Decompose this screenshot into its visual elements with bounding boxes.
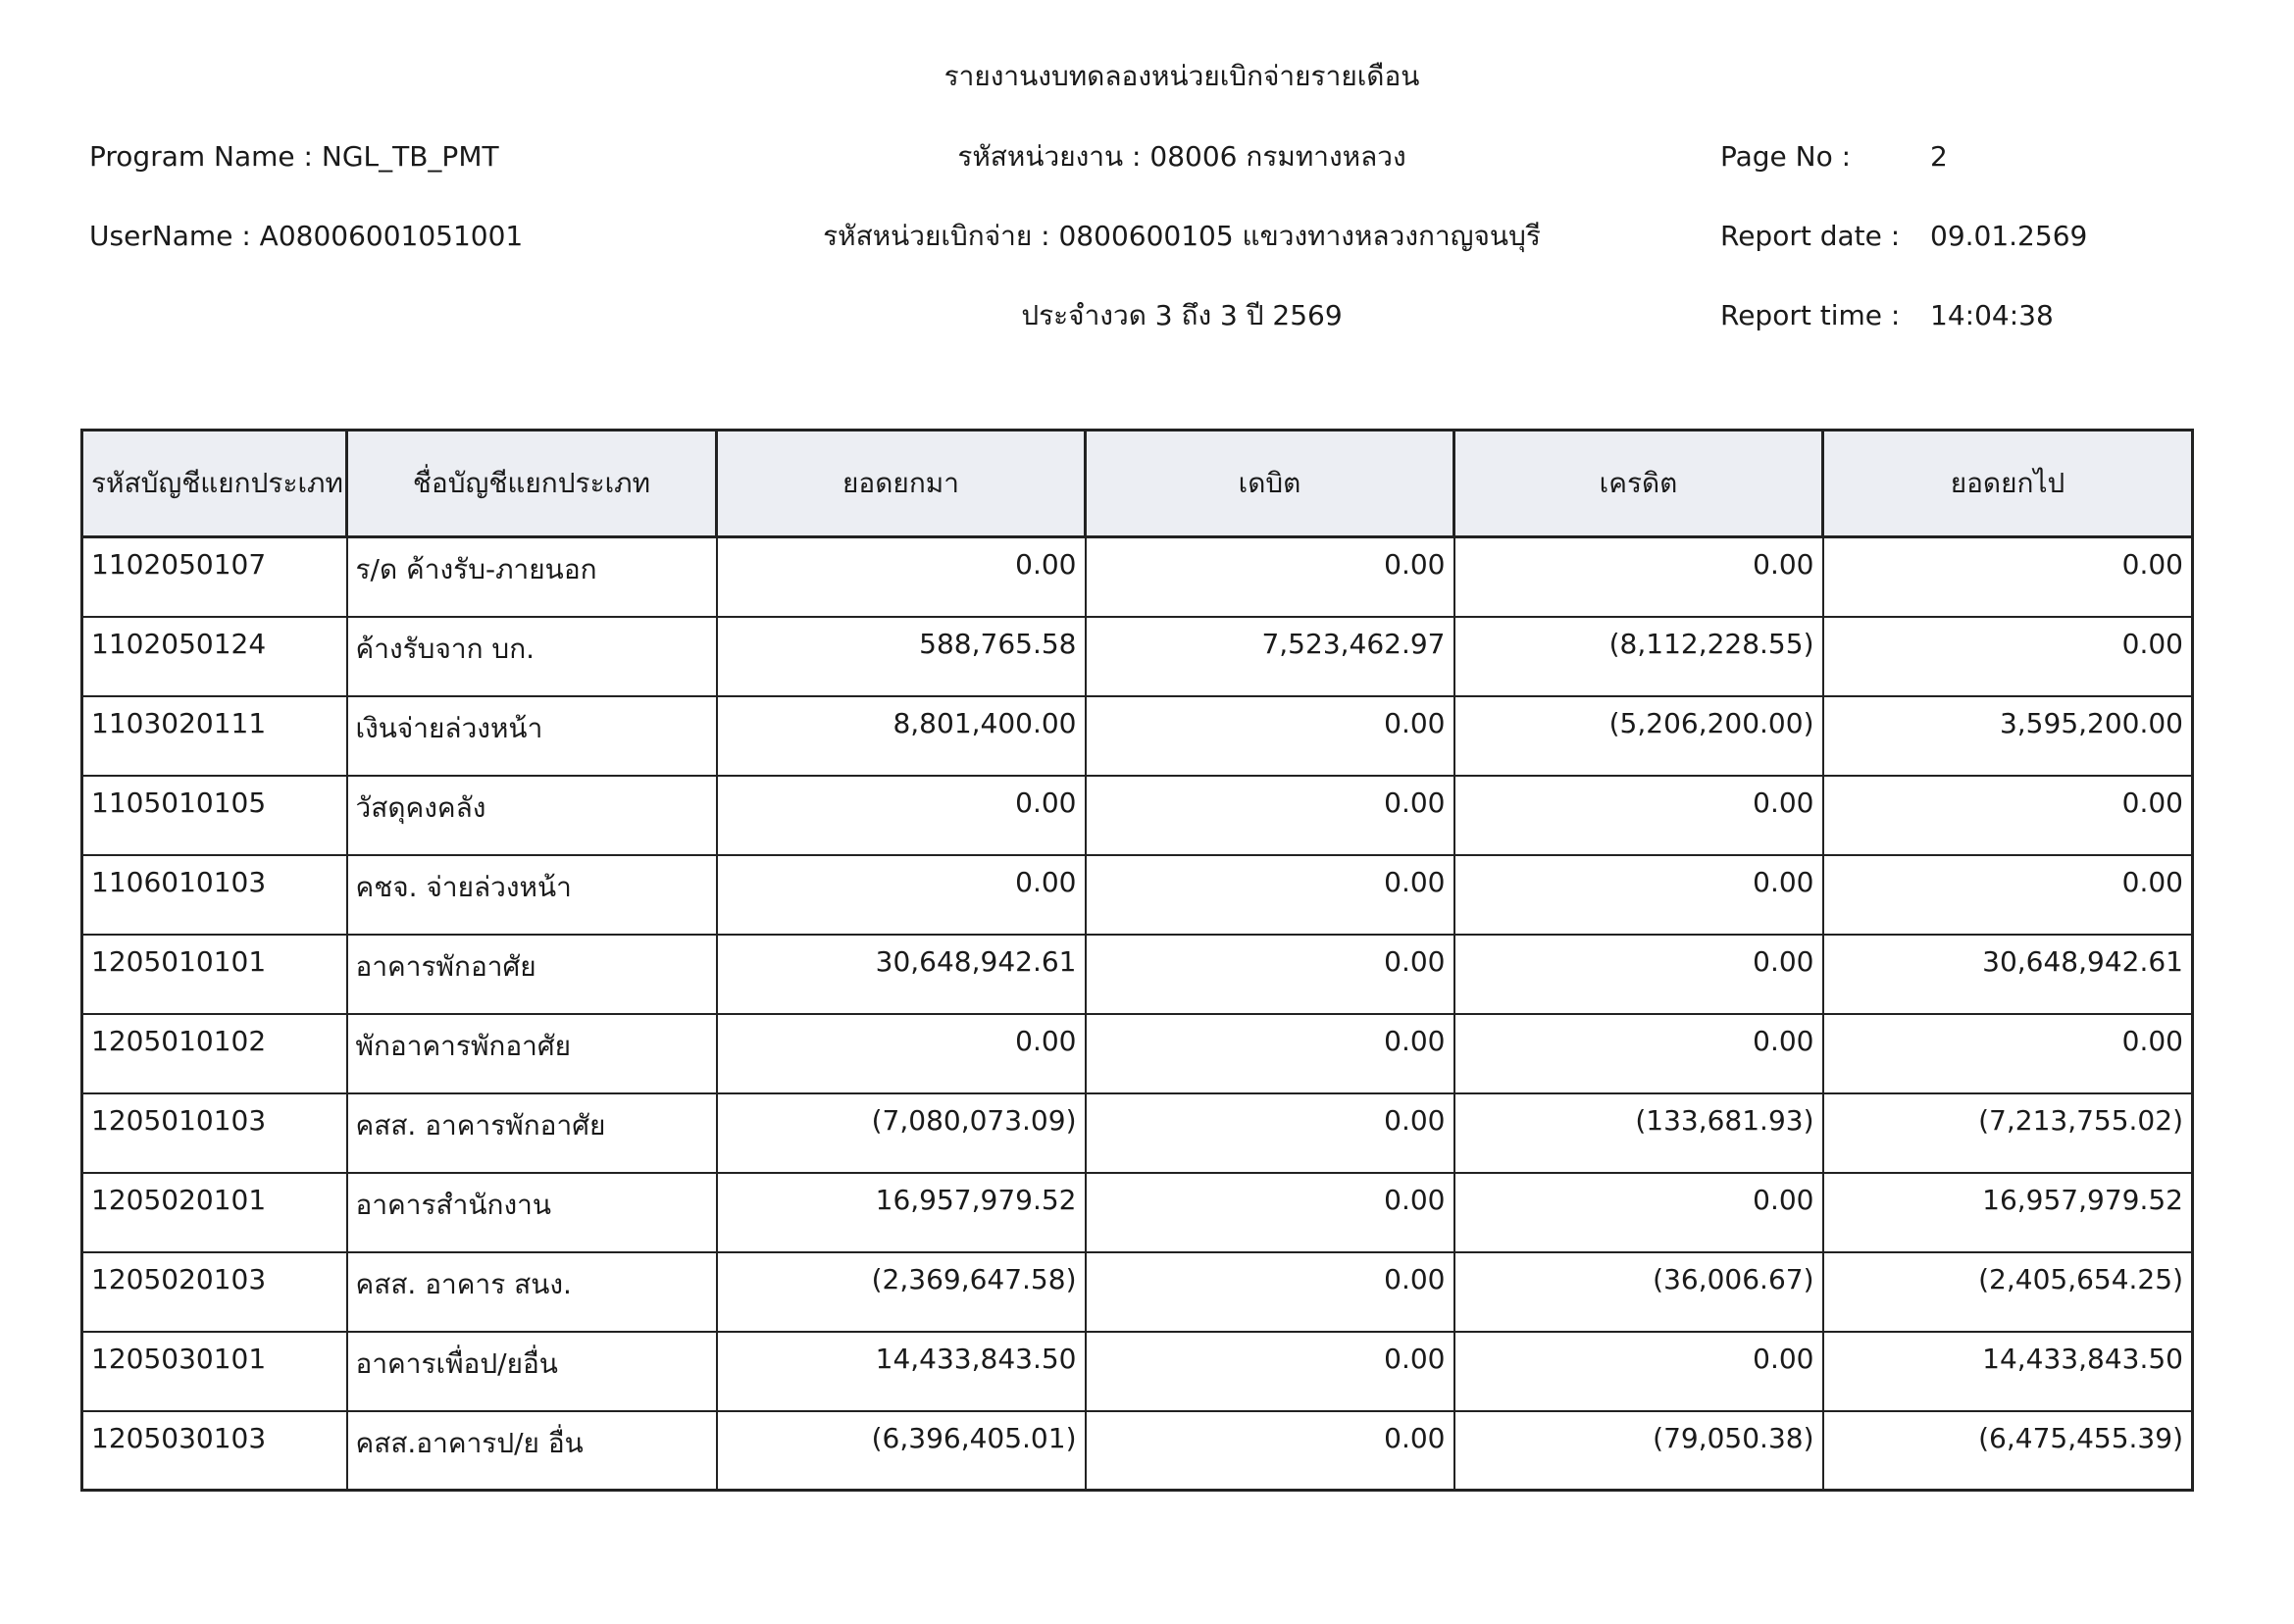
table-row	[82, 855, 2193, 935]
cell-debit: 0.00	[1086, 696, 1454, 776]
cell-debit: 7,523,462.97	[1086, 617, 1454, 696]
cell-account-code: 1103020111	[82, 696, 347, 776]
cell-closing-balance: 30,648,942.61	[1823, 935, 2193, 1014]
cell-debit: 0.00	[1086, 1014, 1454, 1093]
table-row	[82, 776, 2193, 855]
cell-credit: (36,006.67)	[1454, 1252, 1823, 1332]
cell-opening-balance: 8,801,400.00	[717, 696, 1086, 776]
table-row	[82, 1411, 2193, 1491]
cell-account-name: อาคารพักอาศัย	[347, 935, 717, 1014]
cell-opening-balance: 0.00	[717, 537, 1086, 617]
report-date-label: Report date :	[1720, 220, 1901, 252]
cell-closing-balance: 14,433,843.50	[1823, 1332, 2193, 1411]
cell-opening-balance: 16,957,979.52	[717, 1173, 1086, 1252]
cell-closing-balance: (6,475,455.39)	[1823, 1411, 2193, 1491]
cell-closing-balance: 0.00	[1823, 617, 2193, 696]
cell-account-code: 1205020101	[82, 1173, 347, 1252]
cell-debit: 0.00	[1086, 776, 1454, 855]
cell-account-code: 1205010103	[82, 1093, 347, 1173]
page-no-label: Page No :	[1720, 140, 1852, 173]
cell-account-name: อาคารเพื่อป/ยอื่น	[347, 1332, 717, 1411]
col-header-debit: เดบิต	[1086, 431, 1454, 537]
table-row	[82, 696, 2193, 776]
cell-opening-balance: 30,648,942.61	[717, 935, 1086, 1014]
cell-opening-balance: 14,433,843.50	[717, 1332, 1086, 1411]
cell-closing-balance: (7,213,755.02)	[1823, 1093, 2193, 1173]
agency-code: รหัสหน่วยงาน : 08006 กรมทางหลวง	[957, 140, 1406, 173]
table-row	[82, 1332, 2193, 1411]
cell-debit: 0.00	[1086, 1252, 1454, 1332]
cell-account-code: 1106010103	[82, 855, 347, 935]
table-row	[82, 1093, 2193, 1173]
program-name: Program Name : NGL_TB_PMT	[89, 140, 499, 173]
disbursing-unit: รหัสหน่วยเบิกจ่าย : 0800600105 แขวงทางหลวงกาญจนบุรี	[823, 220, 1541, 252]
cell-account-name: คสส. อาคาร สนง.	[347, 1252, 717, 1332]
cell-opening-balance: 0.00	[717, 855, 1086, 935]
col-header-credit: เครดิต	[1454, 431, 1823, 537]
cell-account-code: 1102050124	[82, 617, 347, 696]
cell-opening-balance: 588,765.58	[717, 617, 1086, 696]
cell-account-name: คสส. อาคารพักอาศัย	[347, 1093, 717, 1173]
cell-debit: 0.00	[1086, 1332, 1454, 1411]
cell-closing-balance: 0.00	[1823, 855, 2193, 935]
cell-debit: 0.00	[1086, 935, 1454, 1014]
table-row	[82, 537, 2193, 617]
cell-credit: 0.00	[1454, 537, 1823, 617]
cell-credit: (79,050.38)	[1454, 1411, 1823, 1491]
cell-opening-balance: 0.00	[717, 1014, 1086, 1093]
cell-credit: (133,681.93)	[1454, 1093, 1823, 1173]
cell-opening-balance: (2,369,647.58)	[717, 1252, 1086, 1332]
cell-credit: 0.00	[1454, 1332, 1823, 1411]
report-title: รายงานงบทดลองหน่วยเบิกจ่ายรายเดือน	[943, 60, 1420, 92]
cell-closing-balance: (2,405,654.25)	[1823, 1252, 2193, 1332]
cell-credit: (8,112,228.55)	[1454, 617, 1823, 696]
cell-account-name: เงินจ่ายล่วงหน้า	[347, 696, 717, 776]
cell-account-name: วัสดุคงคลัง	[347, 776, 717, 855]
col-header-account-name: ชื่อบัญชีแยกประเภท	[347, 431, 717, 537]
cell-account-code: 1205010102	[82, 1014, 347, 1093]
report-time-label: Report time :	[1720, 299, 1901, 331]
table-row	[82, 617, 2193, 696]
table-row	[82, 1252, 2193, 1332]
cell-account-code: 1205030103	[82, 1411, 347, 1491]
cell-opening-balance: (7,080,073.09)	[717, 1093, 1086, 1173]
cell-debit: 0.00	[1086, 1411, 1454, 1491]
report-period: ประจำงวด 3 ถึง 3 ปี 2569	[1021, 299, 1343, 331]
cell-debit: 0.00	[1086, 1173, 1454, 1252]
cell-account-name: คสส.อาคารป/ย อื่น	[347, 1411, 717, 1491]
cell-debit: 0.00	[1086, 1093, 1454, 1173]
report-date-value: 09.01.2569	[1930, 220, 2088, 252]
cell-credit: 0.00	[1454, 1014, 1823, 1093]
cell-account-name: อาคารสำนักงาน	[347, 1173, 717, 1252]
cell-opening-balance: (6,396,405.01)	[717, 1411, 1086, 1491]
cell-credit: 0.00	[1454, 855, 1823, 935]
cell-credit: 0.00	[1454, 776, 1823, 855]
cell-account-code: 1105010105	[82, 776, 347, 855]
cell-account-name: คชจ. จ่ายล่วงหน้า	[347, 855, 717, 935]
table-header-row	[82, 431, 2193, 537]
cell-account-name: ค้างรับจาก บก.	[347, 617, 717, 696]
table-body	[82, 537, 2193, 1491]
cell-account-name: ร/ด ค้างรับ-ภายนอก	[347, 537, 717, 617]
cell-closing-balance: 0.00	[1823, 537, 2193, 617]
table-row	[82, 1014, 2193, 1093]
cell-closing-balance: 16,957,979.52	[1823, 1173, 2193, 1252]
cell-account-code: 1102050107	[82, 537, 347, 617]
col-header-opening-balance: ยอดยกมา	[717, 431, 1086, 537]
table-row	[82, 1173, 2193, 1252]
col-header-closing-balance: ยอดยกไป	[1823, 431, 2193, 537]
cell-credit: 0.00	[1454, 1173, 1823, 1252]
cell-credit: 0.00	[1454, 935, 1823, 1014]
cell-account-name: พักอาคารพักอาศัย	[347, 1014, 717, 1093]
cell-closing-balance: 0.00	[1823, 776, 2193, 855]
cell-closing-balance: 0.00	[1823, 1014, 2193, 1093]
page-no-value: 2	[1930, 140, 1948, 173]
report-time-value: 14:04:38	[1930, 299, 2054, 331]
cell-credit: (5,206,200.00)	[1454, 696, 1823, 776]
cell-debit: 0.00	[1086, 855, 1454, 935]
cell-closing-balance: 3,595,200.00	[1823, 696, 2193, 776]
cell-account-code: 1205020103	[82, 1252, 347, 1332]
cell-opening-balance: 0.00	[717, 776, 1086, 855]
trial-balance-table	[80, 429, 2194, 1492]
col-header-account-code: รหัสบัญชีแยกประเภท	[82, 431, 347, 537]
cell-account-code: 1205010101	[82, 935, 347, 1014]
user-name: UserName : A08006001051001	[89, 220, 524, 252]
cell-debit: 0.00	[1086, 537, 1454, 617]
table-row	[82, 935, 2193, 1014]
cell-account-code: 1205030101	[82, 1332, 347, 1411]
